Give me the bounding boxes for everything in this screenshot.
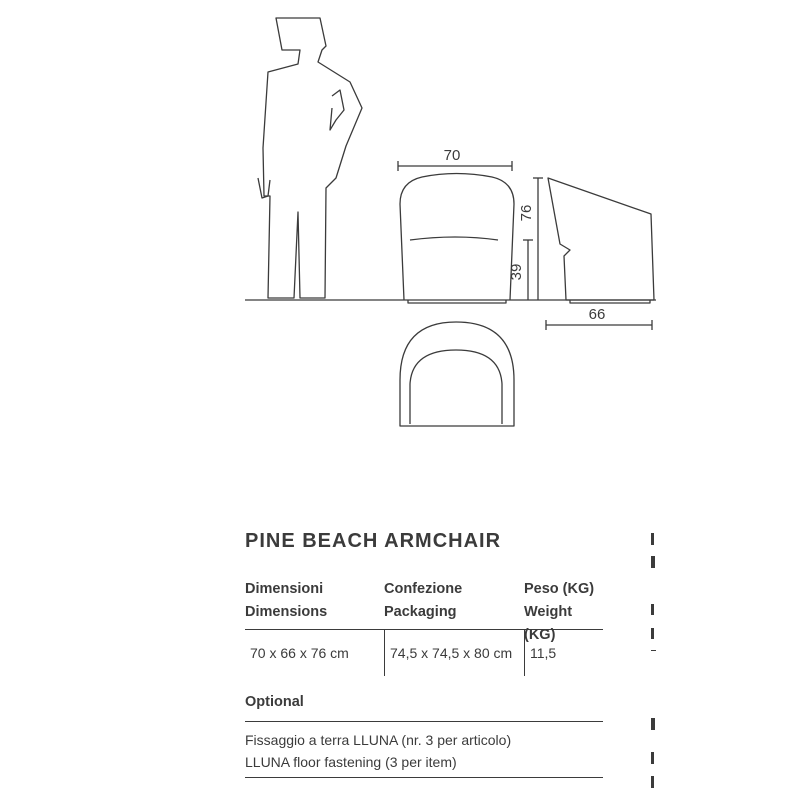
optional-body	[245, 729, 511, 773]
cell-weight: 11,5	[524, 630, 603, 676]
adjacent-column-fragment	[651, 718, 655, 730]
adjacent-column-fragment	[651, 556, 655, 568]
dim-label-height: 76	[518, 204, 535, 222]
armchair-side-view	[548, 178, 654, 300]
armchair-top-view	[400, 322, 514, 426]
optional-top-rule	[245, 721, 603, 722]
cell-packaging: 74,5 x 74,5 x 80 cm	[384, 630, 524, 676]
cell-dimensions: 70 x 66 x 76 cm	[250, 645, 349, 661]
adjacent-column-fragment	[651, 628, 654, 639]
spec-table	[245, 578, 603, 676]
spec-table-header	[245, 578, 603, 643]
header-weight: Peso (KG) Weight (KG)	[524, 581, 595, 643]
dim-line-height	[533, 178, 543, 300]
adjacent-column-fragment	[651, 752, 654, 764]
armchair-seat-edge	[410, 237, 498, 240]
adjacent-column-fragment	[651, 604, 654, 615]
adjacent-column-fragment	[651, 533, 654, 545]
adjacent-column-fragment	[651, 776, 654, 788]
header-packaging: Confezione Packaging	[384, 581, 463, 620]
optional-title: Optional	[245, 694, 304, 710]
human-scale-silhouette	[263, 18, 362, 298]
optional-bottom-rule	[245, 777, 603, 778]
table-row	[245, 630, 603, 676]
optional-line-it: Fissaggio a terra LLUNA (nr. 3 per articolo)	[245, 732, 512, 748]
header-dimensions: Dimensioni Dimensions	[245, 581, 328, 620]
product-title: PINE BEACH ARMCHAIR	[245, 530, 502, 552]
armchair-top-inner	[410, 350, 502, 424]
dim-label-width: 70	[443, 147, 461, 164]
human-hand-right	[330, 90, 344, 130]
optional-line-en: LLUNA floor fastening (3 per item)	[245, 754, 457, 770]
adjacent-column-fragment	[651, 650, 656, 651]
dim-label-depth: 66	[588, 306, 606, 323]
dim-label-seat-height: 39	[508, 263, 525, 281]
